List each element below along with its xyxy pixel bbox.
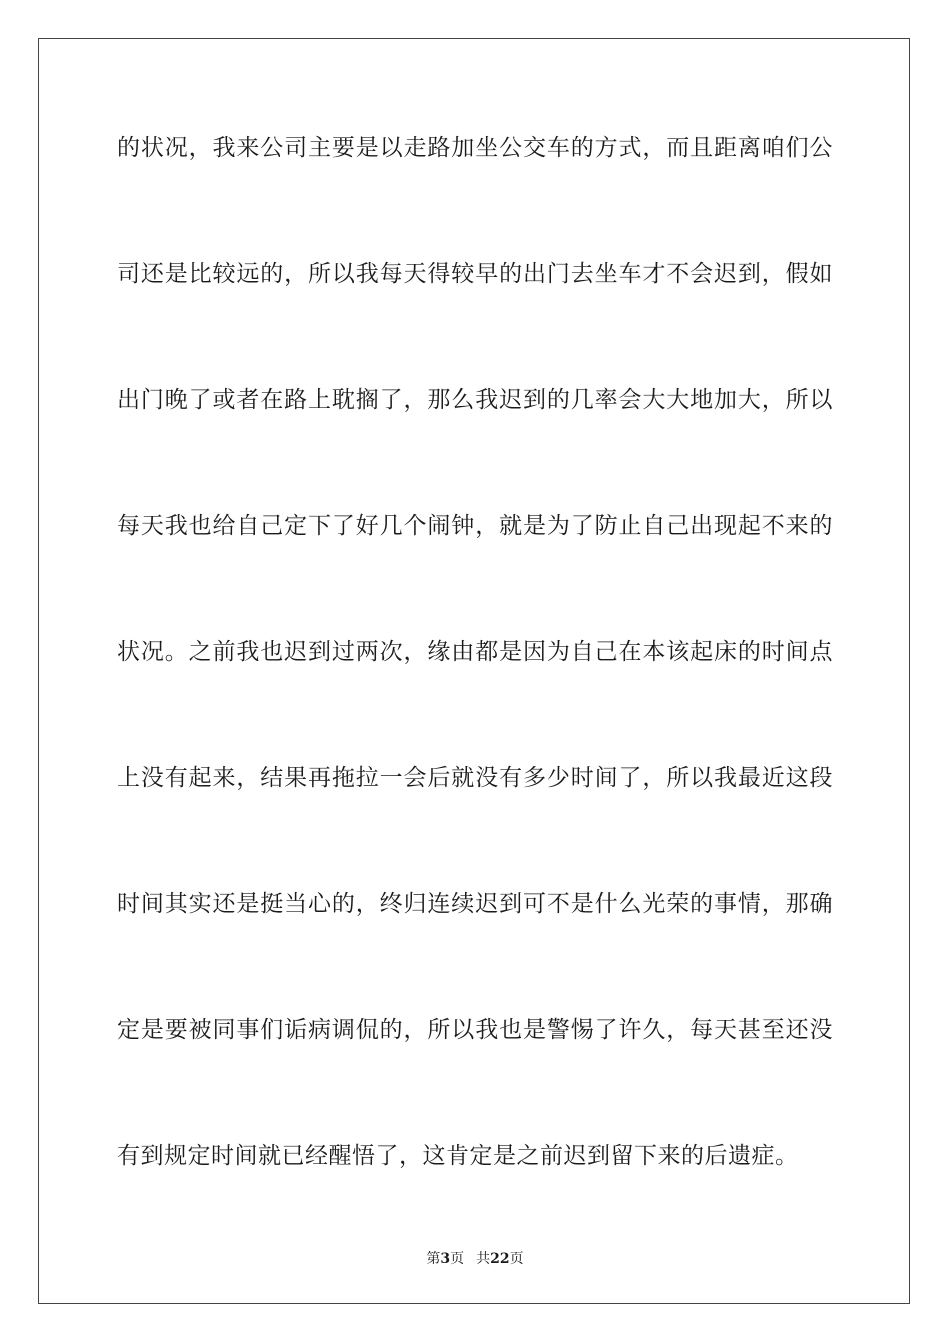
current-page-number: 3 xyxy=(440,1251,451,1267)
page-number-indicator xyxy=(426,1251,464,1267)
total-page-count: 22 xyxy=(490,1251,510,1267)
text-line: 有到规定时间就已经醒悟了，这肯定是之前迟到留下来的后遗症。 xyxy=(117,1143,799,1169)
page-prefix: 第 xyxy=(426,1251,441,1267)
text-line: 每天我也给自己定下了好几个闹钟，就是为了防止自己出现起不来的 xyxy=(117,513,833,539)
total-prefix: 共 xyxy=(476,1251,491,1267)
text-line: 定是要被同事们诟病调侃的，所以我也是警惕了许久，每天甚至还没 xyxy=(117,1017,833,1043)
page-footer xyxy=(0,1248,950,1268)
total-suffix: 页 xyxy=(509,1251,524,1267)
text-line: 的状况，我来公司主要是以走路加坐公交车的方式，而且距离咱们公 xyxy=(117,135,833,161)
total-pages-indicator xyxy=(476,1251,523,1267)
text-line: 时间其实还是挺当心的，终归连续迟到可不是什么光荣的事情，那确 xyxy=(117,891,833,917)
text-line: 上没有起来，结果再拖拉一会后就没有多少时间了，所以我最近这段 xyxy=(117,765,833,791)
text-line: 出门晚了或者在路上耽搁了，那么我迟到的几率会大大地加大，所以 xyxy=(117,387,833,413)
document-body xyxy=(117,120,833,1254)
page-suffix: 页 xyxy=(450,1251,465,1267)
text-line: 司还是比较远的，所以我每天得较早的出门去坐车才不会迟到，假如 xyxy=(117,261,833,287)
text-line: 状况。之前我也迟到过两次，缘由都是因为自己在本该起床的时间点 xyxy=(117,639,833,665)
